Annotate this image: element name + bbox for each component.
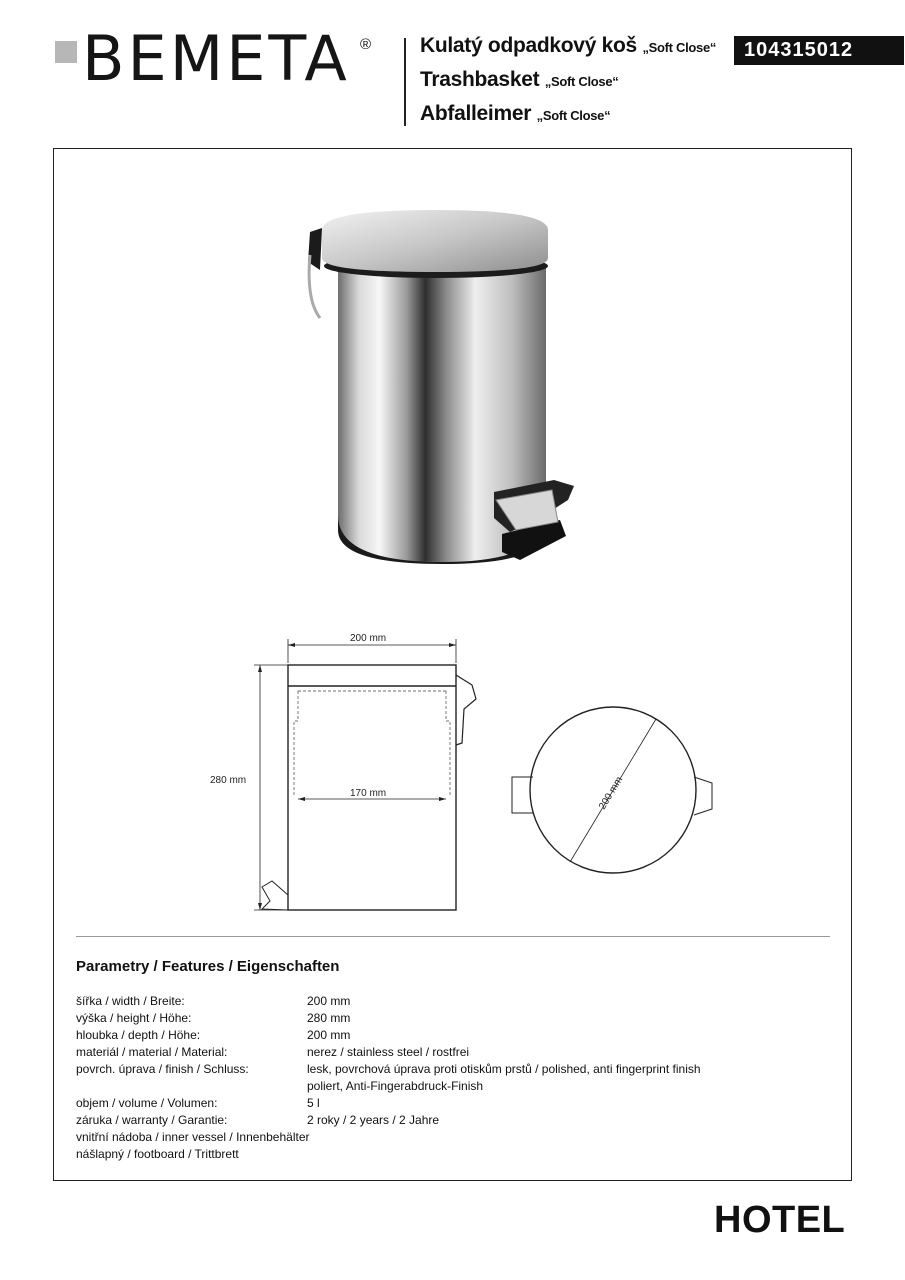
diameter-label: 200 mm xyxy=(597,774,626,812)
feature-value: 200 mm xyxy=(307,1028,351,1042)
category-label: HOTEL xyxy=(714,1199,846,1241)
lid-top xyxy=(322,210,548,272)
feature-row xyxy=(76,1146,836,1163)
feature-row xyxy=(76,1129,836,1146)
registered-mark: ® xyxy=(360,36,372,53)
feature-value: poliert, Anti-Fingerabdruck-Finish xyxy=(307,1079,484,1093)
section-divider xyxy=(76,936,830,937)
feature-key: šířka / width / Breite: xyxy=(76,994,185,1008)
feature-key: hloubka / depth / Höhe: xyxy=(76,1028,201,1042)
title-divider xyxy=(404,38,406,126)
feature-value: 2 roky / 2 years / 2 Jahre xyxy=(307,1113,440,1127)
side-view-hinge xyxy=(456,675,476,745)
feature-value xyxy=(307,1129,836,1146)
brand-logo: BEMETA xyxy=(82,22,350,95)
feature-value xyxy=(307,1146,836,1163)
feature-key: záruka / warranty / Garantie: xyxy=(76,1113,228,1127)
feature-key: výška / height / Höhe: xyxy=(76,1011,192,1025)
inner-width-label: 170 mm xyxy=(350,788,387,799)
feature-row xyxy=(76,1061,836,1078)
features-table xyxy=(76,993,836,1163)
feature-row xyxy=(76,1112,836,1129)
inner-vessel-outline xyxy=(294,691,450,795)
feature-row xyxy=(76,1044,836,1061)
feature-key: nášlapný / footboard / Trittbrett xyxy=(76,1147,239,1161)
feature-row xyxy=(76,993,836,1010)
feature-value: lesk, povrchová úprava proti otiskům prstů / polished, anti fingerprint finish xyxy=(307,1062,701,1076)
technical-drawing xyxy=(200,625,730,920)
header xyxy=(0,0,905,135)
title-czech: Kulatý odpadkový koš „Soft Close“ xyxy=(420,34,717,57)
title-english: Trashbasket „Soft Close“ xyxy=(420,68,619,91)
features-title: Parametry / Features / Eigenschaften xyxy=(76,958,340,975)
feature-key: materiál / material / Material: xyxy=(76,1045,228,1059)
feature-key: povrch. úprava / finish / Schluss: xyxy=(76,1062,249,1076)
feature-key: objem / volume / Volumen: xyxy=(76,1096,218,1110)
feature-row xyxy=(76,1095,836,1112)
feature-value: 200 mm xyxy=(307,994,351,1008)
logo-square xyxy=(55,41,77,63)
feature-row xyxy=(76,1027,836,1044)
feature-value: 280 mm xyxy=(307,1011,351,1025)
feature-row xyxy=(76,1010,836,1027)
product-code: 104315012 xyxy=(734,36,904,65)
height-label: 280 mm xyxy=(210,775,247,786)
title-german: Abfalleimer „Soft Close“ xyxy=(420,102,611,125)
feature-row xyxy=(76,1078,836,1095)
product-image xyxy=(290,200,590,570)
top-view-handle-right xyxy=(694,777,712,815)
width-label: 200 mm xyxy=(350,633,387,644)
feature-key xyxy=(76,1078,307,1095)
side-view-pedal xyxy=(262,881,288,910)
feature-key: vnitřní nádoba / inner vessel / Innenbehälter xyxy=(76,1130,310,1144)
feature-value: nerez / stainless steel / rostfrei xyxy=(307,1045,470,1059)
feature-value: 5 l xyxy=(307,1096,320,1110)
